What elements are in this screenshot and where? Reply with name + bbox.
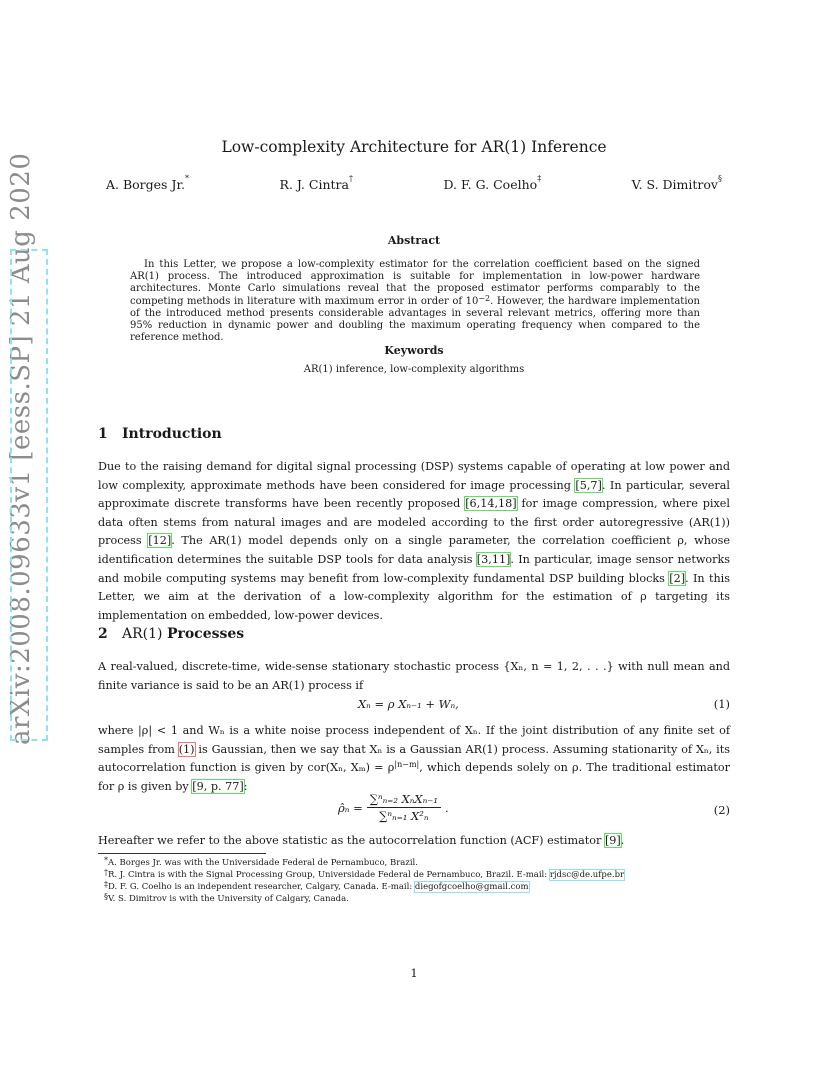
author-list (96, 174, 732, 192)
author: V. S. Dimitrov§ (631, 174, 722, 192)
author: R. J. Cintra† (279, 174, 353, 192)
equation-reference[interactable]: (1) (178, 742, 195, 756)
equation-2: ρ̂ₙ = $\frac{\text{∑ⁿₙ₌₂ XₙXₙ₋₁}}{\text{∑ⁿₙ₌₁ X²ₙ}}$ . (338, 792, 449, 823)
abstract-heading: Abstract (387, 234, 441, 247)
citation-link[interactable]: [6,14,18] (465, 497, 517, 511)
footnote: §V. S. Dimitrov is with the University of Calgary, Canada. (104, 892, 349, 904)
footnote: *A. Borges Jr. was with the Universidade Federal de Pernambuco, Brazil. (104, 856, 418, 868)
equation-number-2: (2) (713, 803, 730, 817)
citation-link[interactable]: [9, p. 77] (192, 779, 244, 793)
section-heading-introduction: 1 Introduction (98, 426, 222, 442)
autocorrelation-paragraph: where |ρ| < 1 and Wₙ is a white noise process independent of Xₙ. If the joint distribution of any finite set of samples from (1) is Gaussian, then we say that Xₙ is a Gaussian AR(1) process. Assuming stationarity of Xₙ, its autocorrelation function is given by cor(Xₙ, $X_m) = \rho^{|n-m|}$, which depends solely on ρ. The traditional estimator for ρ is given by [9, p. 77]: (98, 724, 730, 793)
introduction-paragraph: Due to the raising demand for digital signal processing (DSP) systems capable of operating at low power and low complexity, approximate methods have been considered for image processing [5,7]. In particular, several approximate discrete transforms have been recently proposed [6,14,18] for image compression, where pixel data often stems from natural images and are modeled according to the first order autoregressive (AR(1)) process [12]. The AR(1) model depends only on a single parameter, the correlation coefficient ρ, whose identification determines the suitable DSP tools for data analysis [3,11]. In particular, image sensor networks and mobile computing systems may benefit from low-complexity fundamental DSP building blocks [2]. In this Letter, we aim at the derivation of a low-complexity algorithm for the estimation of ρ targeting its implementation on embedded, low-power devices. (98, 460, 730, 622)
paper-title: Low-complexity Architecture for AR(1) Inference (221, 138, 607, 156)
estimator-fraction: $\frac{\text{∑ⁿₙ₌₂ XₙXₙ₋₁}}{\text{∑ⁿₙ₌₁ X²ₙ}}$ (367, 792, 441, 823)
citation-link[interactable]: [3,11] (476, 552, 511, 566)
author: D. F. G. Coelho‡ (443, 174, 542, 192)
citation-link[interactable]: [9] (604, 834, 621, 847)
footnote-divider (98, 853, 266, 854)
abstract-text: In this Letter, we propose a low-complexity estimator for the correlation coefficient based on the signed AR(1) process. The introduced approximation is suitable for implementation in low-power hardware architectures. Monte Carlo simulations reveal that the proposed estimator performs comparably to the competing methods in literature with maximum error in order of $10^{-2}$. However, the hardware implementation of the introduced method presents considerable advantages in several relevant metrics, offering more than 95% reduction in dynamic power and doubling the maximum operating frequency when compared to the reference method. (130, 259, 700, 344)
footnote: ‡D. F. G. Coelho is an independent researcher, Calgary, Canada. E-mail: diegofgcoelho@gmail.com (104, 880, 529, 892)
citation-link[interactable]: [12] (148, 534, 172, 548)
equation-1: Xₙ = ρ Xₙ₋₁ + Wₙ, (358, 697, 459, 711)
section-heading-ar1-processes: 2 AR(1) Processes (98, 626, 245, 642)
page-number: 1 (410, 966, 418, 980)
equation-number-1: (1) (713, 697, 730, 711)
acf-paragraph: Hereafter we refer to the above statistic as the autocorrelation function (ACF) estimator [9]. (98, 834, 625, 847)
keywords-text: AR(1) inference, low-complexity algorithms (303, 364, 525, 375)
email-link[interactable]: rjdsc@de.ufpe.br (549, 870, 625, 880)
citation-link[interactable]: [5,7] (575, 478, 602, 492)
ar1-definition-paragraph: A real-valued, discrete-time, wide-sense stationary stochastic process {Xₙ, n = 1, 2, . . .} with null mean and finite variance is said to be an AR(1) process if (98, 660, 730, 692)
footnote: †R. J. Cintra is with the Signal Processing Group, Universidade Federal de Pernambuco, Brazil. E-mail: rjdsc@de.ufpe.br (104, 868, 625, 880)
email-link[interactable]: diegofgcoelho@gmail.com (414, 882, 529, 892)
citation-link[interactable]: [2] (669, 571, 686, 585)
keywords-heading: Keywords (384, 344, 444, 357)
author: A. Borges Jr.* (106, 174, 190, 192)
arxiv-stamp: arXiv:2008.09633v1 [eess.SP] 21 Aug 2020 (6, 245, 52, 745)
